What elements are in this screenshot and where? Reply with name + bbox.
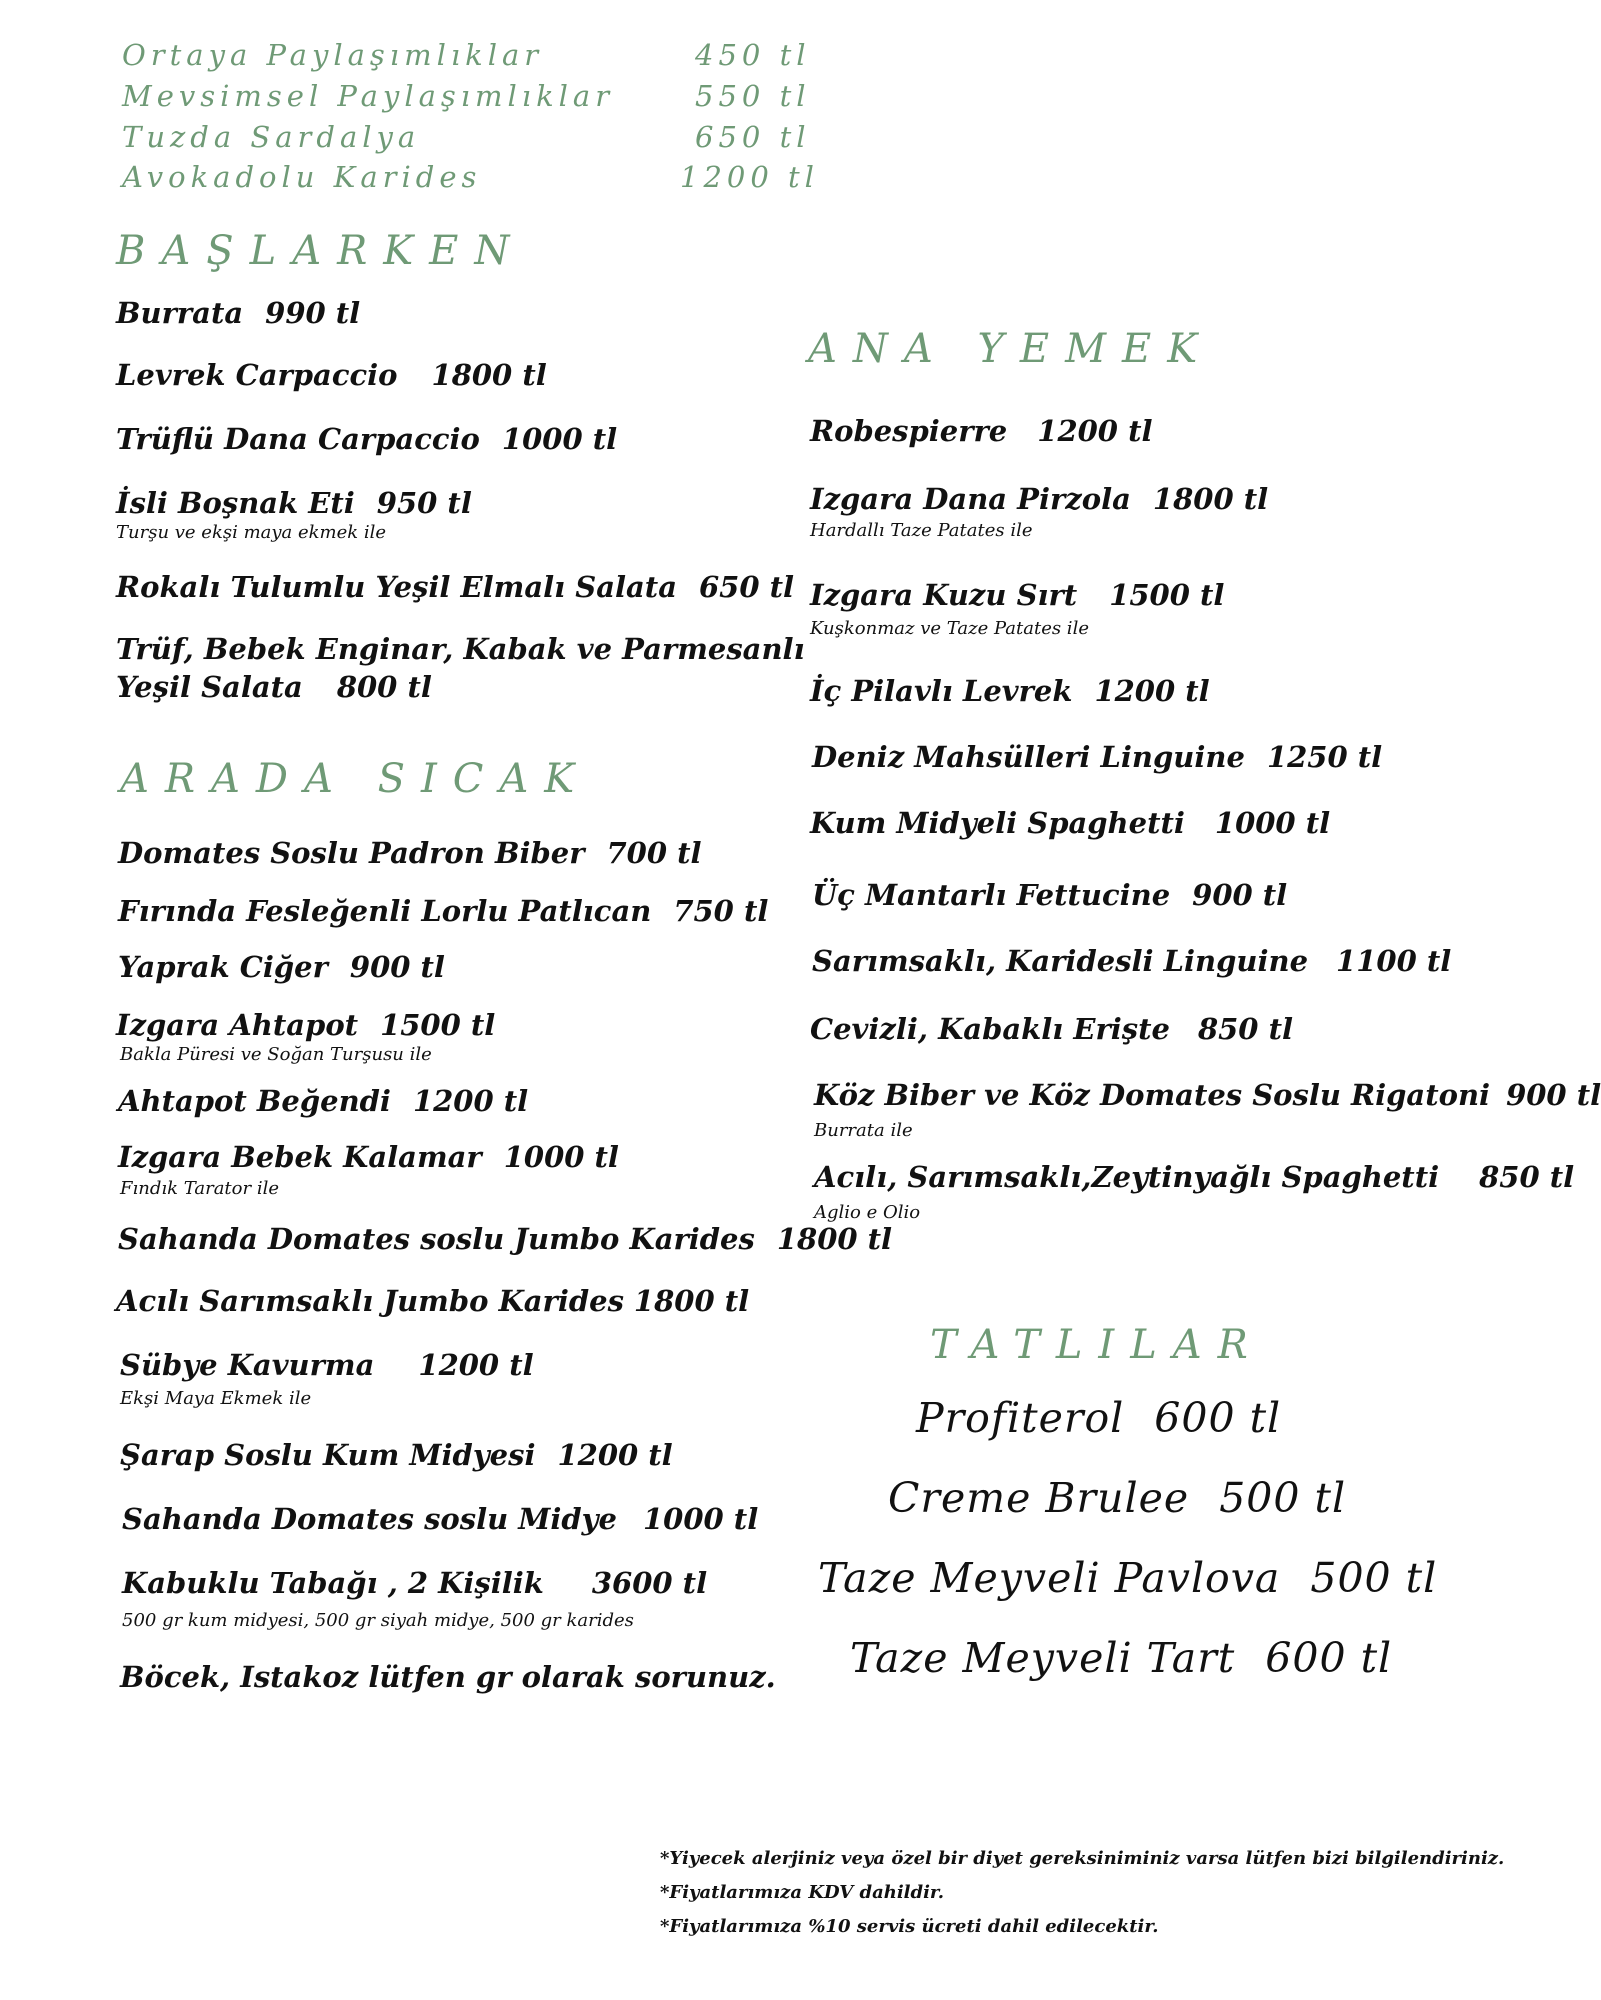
section-heading-ana-yemek: ANA YEMEK	[808, 326, 1214, 372]
item-price: 990 tl	[265, 296, 361, 330]
item-name: Trüf, Bebek Enginar, Kabak ve Parmesanlı	[116, 632, 805, 666]
menu-item	[810, 482, 1268, 516]
item-name: Köz Biber ve Köz Domates Soslu Rigatoni	[814, 1078, 1491, 1112]
item-name: Ahtapot Beğendi	[118, 1084, 391, 1118]
item-name: Izgara Kuzu Sırt	[810, 578, 1078, 612]
item-note: Aglio e Olio	[814, 1202, 921, 1223]
dessert-item	[888, 1474, 1346, 1522]
item-name: Izgara Bebek Kalamar	[118, 1140, 482, 1174]
item-price: 900 tl	[1506, 1078, 1601, 1112]
footnote-vat: *Fiyatlarımıza KDV dahildir.	[660, 1882, 945, 1903]
item-price: 1200 tl	[412, 1084, 529, 1118]
item-price: 900 tl	[349, 950, 445, 984]
menu-item	[810, 414, 1153, 448]
menu-item	[120, 1348, 534, 1382]
footnote-service: *Fiyatlarımıza %10 servis ücreti dahil edilecektir.	[660, 1916, 1159, 1937]
sharing-item-name: Ortaya Paylaşımlıklar	[122, 38, 544, 72]
item-name: Sarımsaklı, Karidesli Linguine	[812, 944, 1309, 978]
item-name: Şarap Soslu Kum Midyesi	[120, 1438, 536, 1472]
menu-item	[116, 422, 617, 456]
sharing-item-price: 450 tl	[695, 38, 811, 72]
item-price: 900 tl	[1192, 878, 1288, 912]
item-name: Cevizli, Kabaklı Erişte	[810, 1012, 1170, 1046]
item-name: Kabuklu Tabağı , 2 Kişilik	[122, 1566, 544, 1600]
item-price: 1000 tl	[642, 1502, 759, 1536]
item-price: 1200 tl	[1094, 674, 1210, 708]
menu-item	[116, 1008, 495, 1042]
section-heading-arada-sicak: ARADA SICAK	[120, 756, 591, 802]
section-heading-tatlilar: TATLILAR	[930, 1322, 1264, 1368]
item-name: Profiterol	[916, 1394, 1125, 1442]
item-note: Burrata ile	[814, 1120, 913, 1141]
item-name: Sahanda Domates soslu Jumbo Karides	[118, 1222, 755, 1256]
menu-item	[812, 944, 1451, 978]
item-price: 850 tl	[1479, 1160, 1575, 1194]
item-name: Böcek, Istakoz lütfen gr olarak sorunuz.	[120, 1660, 776, 1694]
item-note: Kuşkonmaz ve Taze Patates ile	[810, 618, 1089, 639]
menu-item	[814, 1160, 1574, 1194]
menu-item	[810, 806, 1330, 840]
item-price: 800 tl	[336, 670, 432, 704]
section-heading-baslarken: BAŞLARKEN	[116, 228, 526, 274]
menu-item	[122, 1502, 758, 1536]
item-price: 1000 tl	[503, 1140, 619, 1174]
item-price: 600 tl	[1265, 1634, 1393, 1682]
item-name: Fırında Fesleğenli Lorlu Patlıcan	[118, 894, 652, 928]
menu-item	[118, 1084, 528, 1118]
menu-item	[812, 878, 1287, 912]
item-name: Acılı, Sarımsaklı,Zeytinyağlı Spaghetti	[814, 1160, 1440, 1194]
item-name: Sübye Kavurma	[120, 1348, 375, 1382]
item-name: Levrek Carpaccio	[116, 358, 398, 392]
item-price: 1800 tl	[633, 1284, 750, 1318]
menu-item	[116, 358, 547, 392]
menu-item	[116, 570, 794, 604]
item-name: Yaprak Ciğer	[118, 950, 328, 984]
item-name: Izgara Ahtapot	[116, 1008, 359, 1042]
sharing-item-price: 1200 tl	[680, 160, 819, 194]
item-name: Robespierre	[810, 414, 1008, 448]
item-name: Acılı Sarımsaklı Jumbo Karides	[116, 1284, 624, 1318]
menu-item	[118, 836, 702, 870]
menu-item	[116, 296, 360, 330]
menu-item	[116, 486, 472, 520]
menu-item	[116, 670, 432, 704]
item-note: Hardallı Taze Patates ile	[810, 520, 1033, 541]
item-price: 1200 tl	[557, 1438, 673, 1472]
item-name: Deniz Mahsülleri Linguine	[812, 740, 1245, 774]
menu-item	[810, 1012, 1293, 1046]
menu-item	[810, 674, 1210, 708]
item-price: 600 tl	[1154, 1394, 1282, 1442]
item-price: 650 tl	[698, 570, 795, 604]
item-price: 500 tl	[1310, 1554, 1438, 1602]
item-name: Creme Brulee	[888, 1474, 1190, 1522]
menu-item	[120, 1438, 673, 1472]
item-note: Bakla Püresi ve Soğan Turşusu ile	[120, 1044, 432, 1065]
menu-item	[118, 950, 445, 984]
dessert-item	[850, 1634, 1392, 1682]
sharing-item-price: 550 tl	[695, 79, 811, 113]
item-price: 1500 tl	[380, 1008, 496, 1042]
item-price: 1250 tl	[1266, 740, 1383, 774]
item-note: Fındık Tarator ile	[120, 1178, 279, 1199]
item-price: 1800 tl	[776, 1222, 893, 1256]
menu-item	[814, 1078, 1601, 1112]
item-name: Taze Meyveli Tart	[850, 1634, 1236, 1682]
item-price: 1800 tl	[431, 358, 547, 392]
item-name: Üç Mantarlı Fettucine	[812, 878, 1171, 912]
item-price: 850 tl	[1197, 1012, 1293, 1046]
item-name: İç Pilavlı Levrek	[810, 674, 1073, 708]
item-price: 1200 tl	[1037, 414, 1153, 448]
item-price: 500 tl	[1219, 1474, 1347, 1522]
menu-item	[116, 1284, 749, 1318]
menu-item	[118, 894, 768, 928]
item-note: Turşu ve ekşi maya ekmek ile	[116, 522, 387, 543]
dessert-item	[916, 1394, 1281, 1442]
item-price: 700 tl	[606, 836, 702, 870]
sharing-item-name: Avokadolu Karides	[122, 160, 482, 194]
item-name: Burrata	[116, 296, 244, 330]
item-name: Domates Soslu Padron Biber	[118, 836, 585, 870]
menu-item	[118, 1222, 892, 1256]
item-price: 950 tl	[376, 486, 472, 520]
item-name-line2: Yeşil Salata	[116, 670, 303, 704]
item-note: 500 gr kum midyesi, 500 gr siyah midye, 500 gr karides	[122, 1610, 634, 1631]
menu-item	[812, 740, 1382, 774]
item-name: Izgara Dana Pirzola	[810, 482, 1131, 516]
item-price: 1100 tl	[1336, 944, 1452, 978]
item-name: Trüflü Dana Carpaccio	[116, 422, 480, 456]
dessert-item	[818, 1554, 1437, 1602]
sharing-item-price: 650 tl	[695, 120, 811, 154]
footnote-allergy: *Yiyecek alerjiniz veya özel bir diyet gereksiniminiz varsa lütfen bizi bilgilendiriniz.	[660, 1848, 1505, 1869]
item-name: Taze Meyveli Pavlova	[818, 1554, 1281, 1602]
item-note: Ekşi Maya Ekmek ile	[120, 1388, 312, 1409]
item-name: Sahanda Domates soslu Midye	[122, 1502, 617, 1536]
menu-item	[122, 1566, 707, 1600]
item-price: 1000 tl	[1214, 806, 1331, 840]
item-price: 1500 tl	[1109, 578, 1225, 612]
menu-item	[118, 1140, 619, 1174]
item-price: 750 tl	[673, 894, 769, 928]
item-price: 3600 tl	[591, 1566, 708, 1600]
item-name: Kum Midyeli Spaghetti	[810, 806, 1185, 840]
item-name: Rokalı Tulumlu Yeşil Elmalı Salata	[116, 570, 677, 604]
sharing-item-name: Mevsimsel Paylaşımlıklar	[122, 79, 615, 113]
item-price: 1800 tl	[1152, 482, 1269, 516]
item-name: İsli Boşnak Eti	[116, 486, 355, 520]
item-price: 1000 tl	[501, 422, 618, 456]
sharing-item-name: Tuzda Sardalya	[122, 120, 421, 154]
item-price: 1200 tl	[418, 1348, 534, 1382]
menu-item	[810, 578, 1224, 612]
